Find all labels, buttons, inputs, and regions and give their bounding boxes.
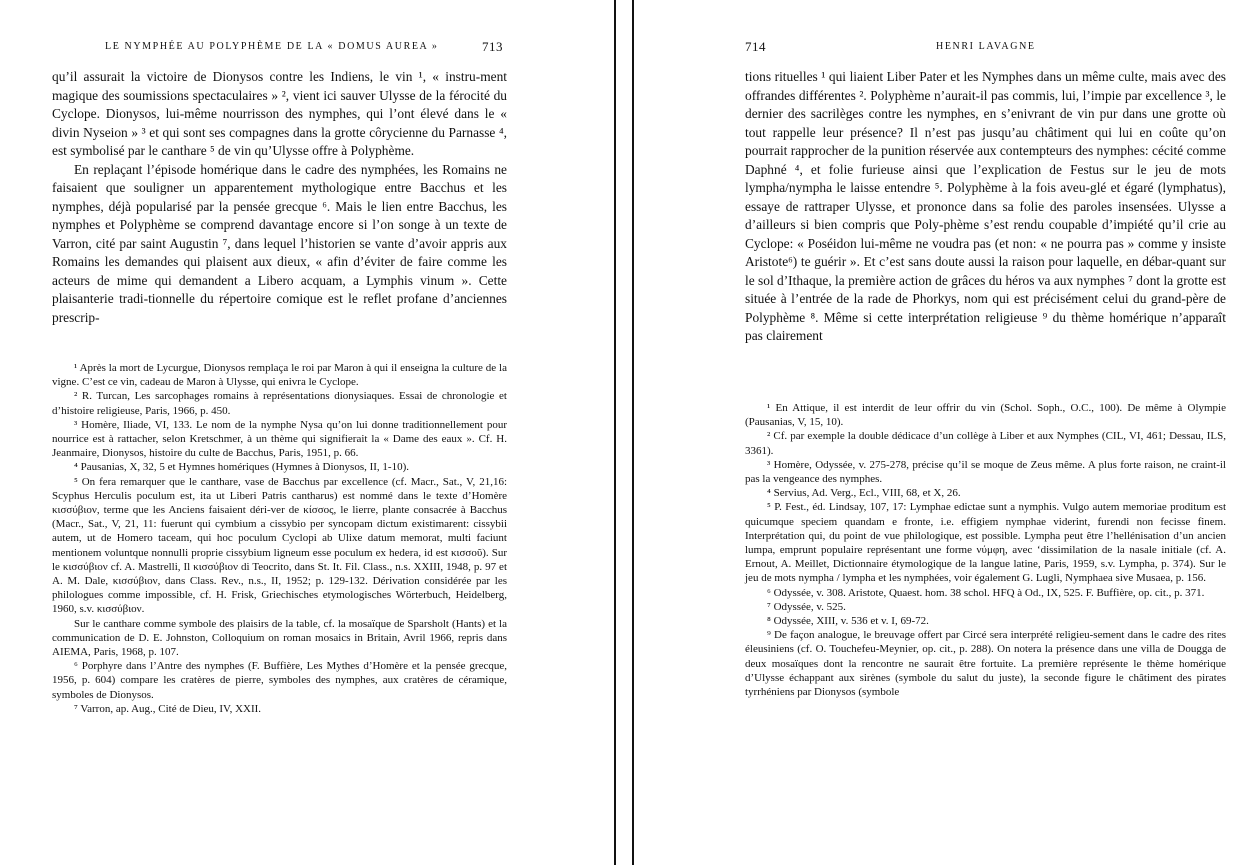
footnotes <box>52 361 507 716</box>
page-number: 714 <box>745 39 766 54</box>
page-edge-line <box>614 0 616 865</box>
footnote: ⁶ Porphyre dans l’Antre des nymphes (F. Buffière, Les Mythes d’Homère et la pensée grecque, 1956, p. 604) compare les cratères de pierre, symboles des nymphes, aux cratères de céramique, symboles de Dionysos. <box>52 660 507 701</box>
right-page <box>634 0 1259 865</box>
footnote: ³ Homère, Odyssée, v. 275-278, précise qu’il se moque de Zeus même. A plus forte raison, ne craint-il pas la vengeance des nymphes. <box>745 458 1226 486</box>
footnote: ³ Homère, Iliade, VI, 133. Le nom de la nymphe Nysa qu’on lui donne traditionnellement pour nourrice est à rattacher, selon Kretschmer, à un thème qui signifierait la « Dame des eaux ». Cf. H. Jeanmaire, Dionysos, histoire du culte de Bacchus, Paris, 1951, p. 66. <box>52 418 507 460</box>
footnote: ⁵ On fera remarquer que le canthare, vase de Bacchus par excellence (cf. Macr., Sat., V, 21,16: Scyphus Herculis poculum est, ita ut Liberi Patris cantharus) est nommé dans le texte d’Homère κισσύβιον, terme que les Anciens faisaient déri-ver de κίσσος, le lierre, plante consacrée à Bacchus (Macr., Sat., V, 21, 11: fuerunt qui cymbium a cissybio per syncopam dictum existimarent: cissybii autem, ut de Homero taceam, qui hoc poculum Cyclopi ab Ulixe datum memorat, multi faciunt mentionem voluntque nonnulli proprie cissybium ligneum esse poculum ex hedera, id est κισσοῦ). Sur le κισσύβιον cf. A. Mastrelli, Il κισσύβιον di Teocrito, dans St. It. Fil. Class., n.s. XXIII, 1948, p. 97 et A. M. Dale, κισσύβιον, dans Class. Rev., n.s., II, 1952; p. 129-132. Dérivation considérée par les philologues comme impossible, cf. H. Frisk, Griechisches etymologisches Wörterbuch, Heidelberg, 1960, s.v. κισσύβιον. <box>52 475 507 616</box>
page-number: 713 <box>482 39 503 54</box>
footnote: Sur le canthare comme symbole des plaisirs de la table, cf. la mosaïque de Sparsholt (Hants) et la communication de D. E. Johnston, Colloquium on roman mosaics in Britain, Avril 1966, repris dans AIEMA, Paris, 1968, p. 107. <box>52 617 507 659</box>
footnote: ² R. Turcan, Les sarcophages romains à représentations dionysiaques. Essai de chronologie et d’histoire religieuse, Paris, 1966, p. 450. <box>52 390 507 417</box>
footnote: ⁴ Servius, Ad. Verg., Ecl., VIII, 68, et X, 26. <box>767 487 961 500</box>
left-page <box>0 0 614 865</box>
paragraph: tions rituelles ¹ qui liaient Liber Pater et les Nymphes dans un même culte, mais avec des offrandes différentes ². Polyphème n’aurait-il pas commis, lui, l’impie par excellence ³, le dernier des sacrilèges contre les nymphes, en s’enivrant de vin pur dans une grotte où tout rappelle leur présence? Il n’est pas jusqu’au châtiment qui lui en coûte qu’on pourrait rapprocher de la punition réservée aux contempteurs des nymphes: cécité comme Daphné ⁴, et folie furieuse ainsi que l’explication de Festus sur le jeu de mots lympha/nympha le laisse entendre ⁵. Polyphème à la fois aveu-glé et égaré (lymphatus), essaye de rattraper Ulysse, et prononce dans sa folie des paroles insensées. Ulysse a d’ailleurs si bien compris que Poly-phème s’est rendu coupable d’impiété qu’il crie au Cyclope: « Poséidon lui-même ne voudra pas (et non: « ne pourra pas » comme y insiste Aristote⁶) te guérir ». Et c’est sans doute aussi la raison pour laquelle, en débar-quant sur le sol d’Ithaque, la première action de grâces du héros va aux nymphes ⁷ dont la grotte est située à l’entrée de la rade de Phorkys, nom qui est précisément celui du grand-père de Polyphème ⁸. Même si cette interprétation religieuse ⁹ du thème homérique n’apparaît pas clairement <box>745 69 1226 343</box>
body-text <box>745 68 1226 346</box>
running-header: LE NYMPHÉE AU POLYPHÈME DE LA « DOMUS AUREA » <box>105 41 439 52</box>
footnote: ⁸ Odyssée, XIII, v. 536 et v. I, 69-72. <box>767 615 929 628</box>
footnote: ⁹ De façon analogue, le breuvage offert par Circé sera interprété religieu-sement dans le cadre des rites éleusiniens (cf. O. Touchefeu-Meynier, op. cit., p. 288). On notera la présence dans une villa de Dougga de deux mosaïques dont la rencontre ne saurait être fortuite. La première représente le thème homérique d’Ulysse échappant aux sirènes (symbole du salut du juste), la seconde figure le châtiment des pirates tyrrhéniens par Dionysos (symbole <box>745 629 1226 699</box>
footnote: ¹ Après la mort de Lycurgue, Dionysos remplaça le roi par Maron à qui il enseigna la culture de la vigne. C’est ce vin, cadeau de Maron à Ulysse, qui enivra le Cyclope. <box>52 362 507 389</box>
footnote: ¹ En Attique, il est interdit de leur offrir du vin (Schol. Soph., O.C., 100). De même à Olympie (Pausanias, V, 15, 10). <box>745 402 1226 429</box>
footnote: ⁷ Odyssée, v. 525. <box>767 600 846 613</box>
body-text <box>52 68 507 327</box>
page-gutter <box>614 0 634 865</box>
footnote: ⁴ Pausanias, X, 32, 5 et Hymnes homériques (Hymnes à Dionysos, II, 1-10). <box>74 461 410 474</box>
paragraph: En replaçant l’épisode homérique dans le cadre des nymphées, les Romains ne faisaient que souligner un apparentement mythologique entre Bacchus et les nymphes, déjà popularisé par la pensée grecque ⁶. Mais le lien entre Bacchus, les nymphes et Polyphème se comprend davantage encore si l’on songe à un texte de Varron, cité par saint Augustin ⁷, dans lequel l’historien se vante d’avoir appris aux Romains les demandes qui plaisent aux dieux, « afin d’éviter de faire comme les acteurs de mime qui demandent a Libero acquam, a Lymphis vinum ». Cette plaisanterie tradi-tionnelle du répertoire comique est le reflet profane d’anciennes prescrip- <box>52 161 507 325</box>
footnote: ⁵ P. Fest., éd. Lindsay, 107, 17: Lymphae edictae sunt a nymphis. Vulgo autem memoriae proditum est quicumque speciem quandam e fronte, i.e. effigiem nymphae viderint, furendi non fecisse finem. Interprétation qui, du point de vue philologique, est possible. Lympha peut être l’hellénisation d’un ancien lumpa, emprunt populaire représentant une forme νύμφη, avec ‘dissimilation de la nasale initiale (cf. A. Ernout, A. Meillet, Dictionnaire étymologique de la langue latine, Paris, 1959, s.v. Lympha, p. 374). Sur le jeu de mots nympha / lympha et les nymphées, voir également G. Lugli, Nymphaea sive Musaea, p. 156. <box>745 501 1226 585</box>
paragraph: qu’il assurait la victoire de Dionysos contre les Indiens, le vin ¹, « instru-ment magique des soumissions spectaculaires » ², vient ici sauver Ulysse de la férocité du Cyclope. Dionysos, lui-même nourrisson des nymphes, qui l’ont élevé dans le « divin Nyseion » ³ et qui sont ses compagnes dans la grotte côrycienne du Parnasse ⁴, est symbolisé par le canthare ⁵ de vin qu’Ulysse offre à Polyphème. <box>52 69 507 158</box>
footnote: ² Cf. par exemple la double dédicace d’un collège à Liber et aux Nymphes (CIL, VI, 461; Dessau, ILS, 3361). <box>745 430 1226 457</box>
footnote: ⁷ Varron, ap. Aug., Cité de Dieu, IV, XXII. <box>74 702 262 715</box>
running-header: HENRI LAVAGNE <box>936 41 1036 52</box>
footnote: ⁶ Odyssée, v. 308. Aristote, Quaest. hom. 38 schol. HFQ à Od., IX, 525. F. Buffière, op. cit., p. 371. <box>767 586 1205 599</box>
footnotes <box>745 401 1226 699</box>
